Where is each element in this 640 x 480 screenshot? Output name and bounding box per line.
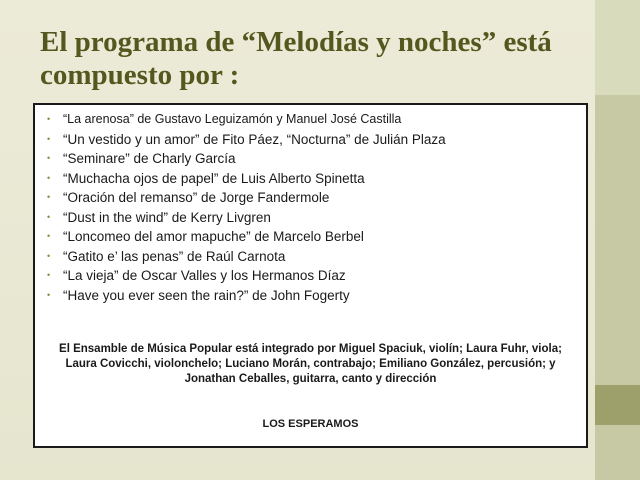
slide-title: [40, 26, 600, 92]
bullet-icon: •: [47, 289, 51, 300]
song-title: “Have you ever seen the rain?” de John Fogerty: [63, 287, 350, 303]
bullet-icon: •: [47, 114, 51, 124]
side-bar-accent-block: [595, 385, 640, 425]
closing-message: LOS ESPERAMOS: [262, 418, 359, 430]
song-item: [47, 149, 577, 169]
bullet-icon: •: [47, 192, 51, 202]
song-title: “Muchacha ojos de papel” de Luis Alberto Spinetta: [63, 170, 365, 186]
side-bar-top-block: [595, 0, 640, 95]
song-title: “La vieja” de Oscar Valles y los Hermanos Díaz: [63, 268, 346, 283]
song-item: [47, 110, 577, 130]
song-title: “Dust in the wind” de Kerry Livgren: [63, 209, 271, 225]
song-item: [47, 208, 577, 228]
song-item: [47, 247, 577, 267]
song-item: [47, 266, 577, 286]
song-title: “Gatito e’ las penas” de Raúl Carnota: [63, 248, 286, 264]
bullet-icon: •: [47, 270, 51, 280]
song-title: “La arenosa” de Gustavo Leguizamón y Manuel José Castilla: [63, 112, 402, 126]
song-item: [47, 130, 577, 150]
bullet-icon: •: [47, 133, 51, 144]
song-title: “Oración del remanso” de Jorge Fandermole: [63, 190, 330, 205]
bullet-icon: •: [47, 231, 51, 241]
ensemble-description: El Ensamble de Música Popular está integrado por Miguel Spaciuk, violín; Laura Fuhr, viola; Laura Covicchi, violonchelo; Luciano Morán, contrabajo; Emiliano González, percusión; y Jonathan Ceballes, guitarra, canto y dirección: [59, 343, 562, 385]
song-title: “Seminare” de Charly García: [63, 151, 236, 166]
song-title: “Un vestido y un amor” de Fito Páez, “Nocturna” de Julián Plaza: [63, 131, 446, 147]
decorative-side-bar: [595, 0, 640, 480]
bullet-icon: •: [47, 250, 51, 261]
song-list: [47, 110, 577, 305]
program-content-box: [33, 103, 588, 448]
title-line-2: compuesto por :: [40, 59, 240, 91]
song-item: [47, 286, 577, 306]
song-item: [47, 227, 577, 247]
bullet-icon: •: [47, 172, 51, 183]
song-item: [47, 188, 577, 208]
bullet-icon: •: [47, 211, 51, 222]
song-item: [47, 169, 577, 189]
bullet-icon: •: [47, 153, 51, 163]
song-title: “Loncomeo del amor mapuche” de Marcelo Berbel: [63, 229, 364, 244]
title-line-1: El programa de “Melodías y noches” está: [40, 26, 552, 58]
